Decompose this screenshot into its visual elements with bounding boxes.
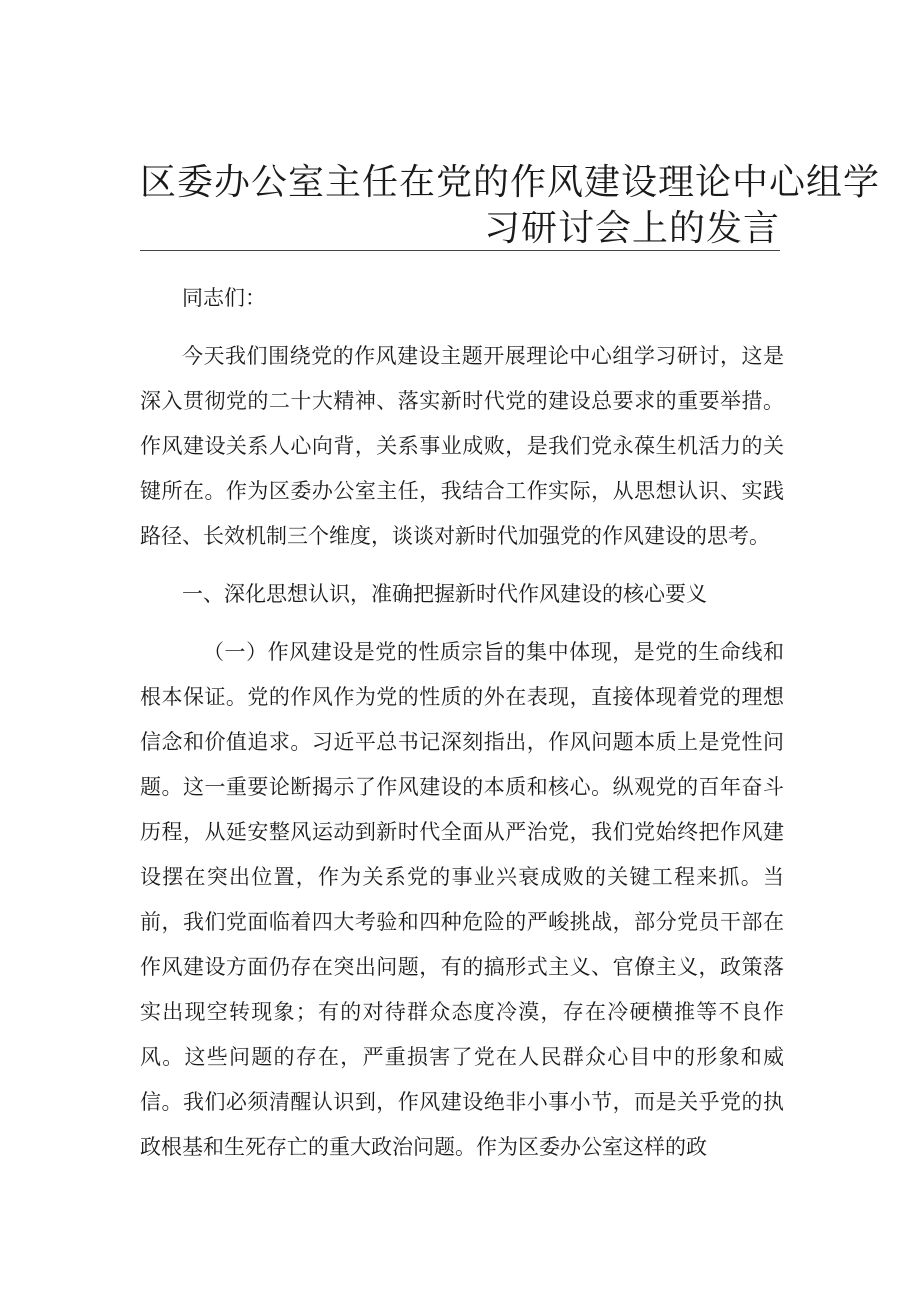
title-underline-divider: [140, 250, 780, 251]
document-body: [140, 276, 784, 1170]
title-line-1: 区委办公室主任在党的作风建设理论中心组学: [140, 162, 881, 203]
title-line-2: 习研讨会上的发言: [483, 208, 780, 249]
intro-paragraph: 今天我们围绕党的作风建设主题开展理论中心组学习研讨，这是深入贯彻党的二十大精神、落实新时代党的建设总要求的重要举措。作风建设关系人心向背，关系事业成败，是我们党永葆生机活力的关键所在。作为区委办公室主任，我结合工作实际，从思想认识、实践路径、长效机制三个维度，谈谈对新时代加强党的作风建设的思考。: [140, 344, 784, 548]
subsection-paragraph-1: （一）作风建设是党的性质宗旨的集中体现，是党的生命线和根本保证。党的作风作为党的性质的外在表现，直接体现着党的理想信念和价值追求。习近平总书记深刻指出，作风问题本质上是党性问题。这一重要论断揭示了作风建设的本质和核心。纵观党的百年奋斗历程，从延安整风运动到新时代全面从严治党，我们党始终把作风建设摆在突出位置，作为关系党的事业兴衰成败的关键工程来抓。当前，我们党面临着四大考验和四种危险的严峻挑战，部分党员干部在作风建设方面仍存在突出问题，有的搞形式主义、官僚主义，政策落实出现空转现象；有的对待群众态度冷漠，存在冷硬横推等不良作风。这些问题的存在，严重损害了党在人民群众心目中的形象和威信。我们必须清醒认识到，作风建设绝非小事小节，而是关乎党的执政根基和生死存亡的重大政治问题。作为区委办公室这样的政: [140, 640, 784, 1159]
section-heading-1: 一、深化思想认识，准确把握新时代作风建设的核心要义: [182, 582, 707, 606]
document-title: [140, 160, 881, 252]
salutation: 同志们：: [182, 286, 266, 310]
